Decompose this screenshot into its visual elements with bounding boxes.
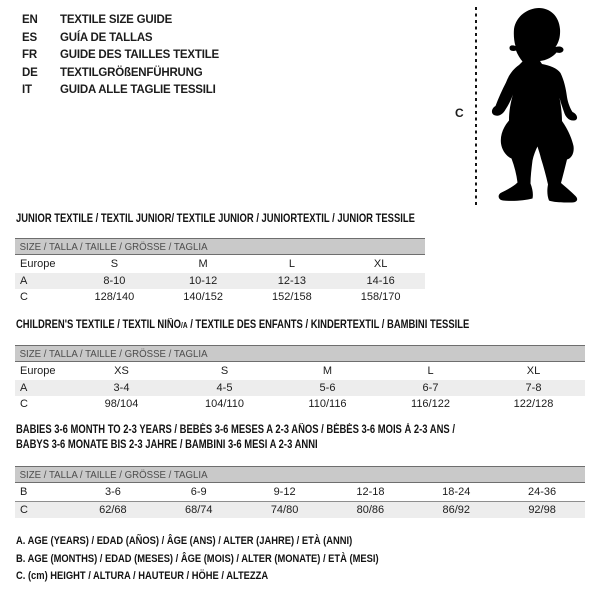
row-label: C [20,398,28,410]
cell: 62/68 [99,504,127,516]
language-row [22,12,219,30]
size-header-bar [15,466,585,483]
height-measure-label: C [455,106,464,120]
babies-title-line1: BABIES 3-6 MONTH TO 2-3 YEARS / BEBÉS 3-6 MESES A 2-3 AÑOS / BÉBÉS 3-6 MOIS À 2-3 ANS / [16,424,455,436]
cell: M [198,258,208,270]
cell: 12-18 [356,486,385,498]
cell: 18-24 [442,486,471,498]
babies-size-table [15,466,585,518]
language-code: ES [22,31,37,44]
cell: 4-5 [216,382,233,394]
children-size-table [15,345,585,412]
row-label: Europe [20,258,56,270]
cell: 128/140 [94,291,135,303]
table-row [15,273,425,289]
cell: 140/152 [183,291,223,303]
size-header-label: SIZE / TALLA / TAILLE / GRÖSSE / TAGLIA [19,240,208,253]
cell: 3-4 [113,382,130,394]
cell: 6-7 [422,382,439,394]
language-code: IT [22,84,32,96]
cell: 74/80 [270,504,299,516]
cell: S [220,365,229,377]
children-table-title [16,319,469,331]
babies-title-line2: BABYS 3-6 MONATE BIS 2-3 JAHRE / BAMBINI 3-6 MESI A 2-3 ANNI [16,438,318,451]
note-height-cm: C. (cm) HEIGHT / ALTURA / HAUTEUR / HÖHE / ALTEZZA [16,570,269,582]
table-row [15,380,585,396]
table-row [15,483,585,501]
children-title-pre: CHILDREN'S TEXTILE / TEXTIL NIÑO [16,319,182,331]
cell: 80/86 [356,504,385,516]
cell: 92/98 [528,504,556,516]
children-title-post: / TEXTILE DES ENFANTS / KINDERTEXTIL / BAMBINI TESSILE [187,319,470,331]
cell: L [288,258,295,270]
children-title-subscript: /A [181,321,188,330]
language-row [22,65,219,83]
cell: 98/104 [104,398,139,410]
row-label: B [20,486,28,498]
language-code: EN [22,14,38,26]
cell: 3-6 [104,486,121,498]
size-header-label: SIZE / TALLA / TAILLE / GRÖSSE / TAGLIA [19,468,208,481]
row-label: Europe [20,365,56,377]
cell: 5-6 [319,382,336,394]
table-row [15,396,585,412]
table-row [15,289,425,305]
cell: 14-16 [366,275,395,287]
cell: 9-12 [273,486,296,498]
cell: 10-12 [189,275,218,287]
language-title-list [22,12,219,100]
table-row [15,362,585,380]
note-age-years: A. AGE (YEARS) / EDAD (AÑOS) / ÂGE (ANS) / ALTER (JAHRE) / ETÀ (ANNI) [16,535,353,547]
language-row [22,82,219,100]
cell: 104/110 [205,398,244,410]
cell: 12-13 [277,275,306,287]
cell: L [427,365,434,377]
size-header-label: SIZE / TALLA / TAILLE / GRÖSSE / TAGLIA [19,347,208,360]
baby-silhouette [487,6,593,208]
language-row [22,47,219,65]
size-header-bar [15,238,425,255]
cell: XL [526,365,541,377]
guide-title-fr: GUIDE DES TAILLES TEXTILE [60,49,219,61]
cell: 24-36 [528,486,557,498]
guide-title-it: GUIDA ALLE TAGLIE TESSILI [60,84,216,96]
cell: 116/122 [411,398,450,410]
guide-title-de: TEXTILGRÖßENFÜHRUNG [60,66,203,79]
table-row [15,255,425,273]
row-label: C [20,291,28,303]
row-label: C [20,504,28,516]
cell: S [110,258,119,270]
table-row [15,501,585,518]
cell: 152/158 [271,291,312,303]
cell: 110/116 [308,398,347,410]
cell: 6-9 [190,486,207,498]
cell: XS [114,365,129,377]
cell: 86/92 [442,504,470,516]
height-measure-dotted-line [475,7,477,208]
cell: 68/74 [184,504,213,516]
cell: XL [373,258,388,270]
cell: 158/170 [360,291,401,303]
legend-notes [16,533,379,586]
cell: 122/128 [513,398,554,410]
row-label: A [20,382,28,394]
row-label: A [20,275,28,287]
language-code: DE [22,66,38,79]
size-header-bar [15,345,585,362]
language-row [22,30,219,48]
junior-size-table [15,238,425,305]
guide-title-es: GUÍA DE TALLAS [60,31,153,44]
cell: M [322,365,333,377]
language-code: FR [22,49,37,61]
babies-table-title [16,423,455,452]
cell: 8-10 [103,275,126,287]
guide-title-en: TEXTILE SIZE GUIDE [60,14,173,26]
note-age-months: B. AGE (MONTHS) / EDAD (MESES) / ÂGE (MOIS) / ALTER (MONATE) / ETÀ (MESI) [16,552,379,565]
cell: 7-8 [525,382,542,394]
junior-table-title: JUNIOR TEXTILE / TEXTIL JUNIOR/ TEXTILE JUNIOR / JUNIORTEXTIL / JUNIOR TESSILE [16,213,415,225]
